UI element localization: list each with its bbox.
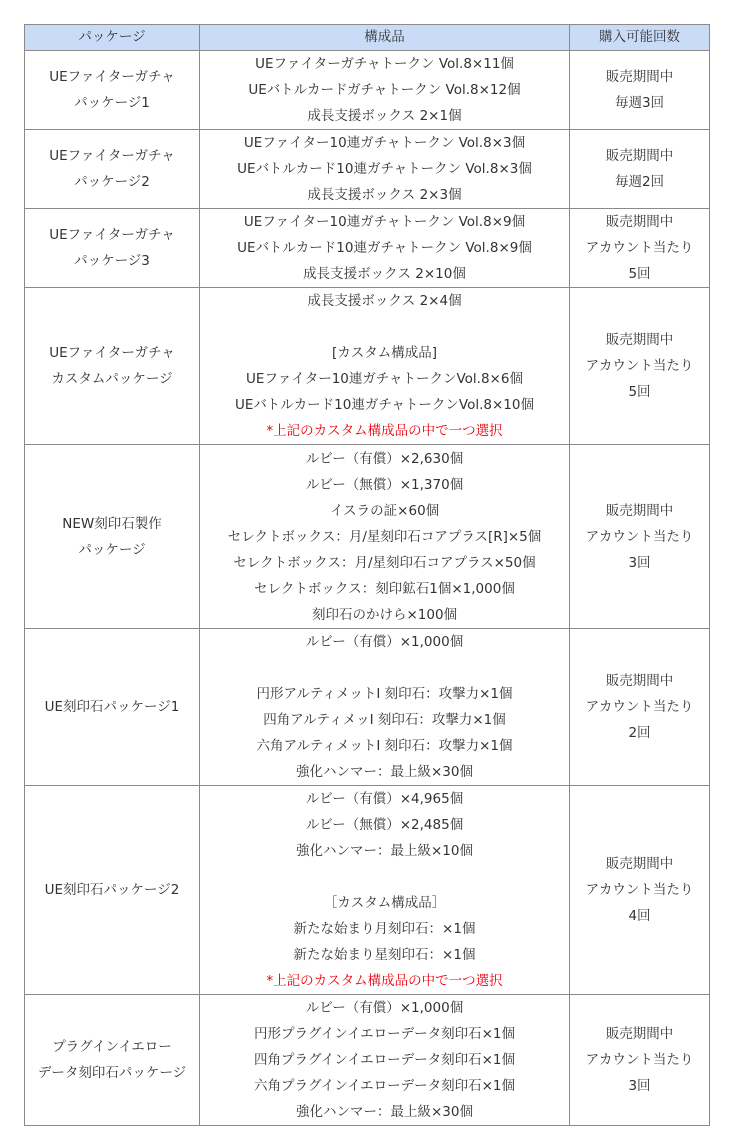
blank-line — [202, 655, 567, 681]
custom-contents-label: [カスタム構成品] — [331, 345, 438, 361]
limit-line: 販売期間中 — [605, 69, 674, 85]
header-package: パッケージ — [25, 25, 200, 51]
content-item: ルビー（無償）×2,485個 — [305, 817, 464, 833]
package-table — [24, 24, 710, 1126]
package-name-cell — [25, 51, 200, 130]
custom-select-note: *上記のカスタム構成品の中で一つ選択 — [266, 973, 503, 989]
package-name-line: UEファイターガチャ — [49, 148, 175, 164]
limit-line: 2回 — [628, 725, 651, 741]
limit-line: アカウント当たり — [585, 882, 694, 898]
content-item: ルビー（有償）×1,000個 — [305, 1000, 464, 1016]
content-item: 円形プラグインイエローデータ刻印石×1個 — [253, 1026, 515, 1042]
limit-line: 毎週2回 — [614, 174, 665, 190]
custom-select-note: *上記のカスタム構成品の中で一つ選択 — [266, 423, 503, 439]
package-name-line: パッケージ2 — [74, 174, 150, 190]
package-name-line: パッケージ — [78, 541, 146, 558]
limit-line: 3回 — [628, 1078, 651, 1094]
purchase-limit-cell — [570, 786, 710, 995]
limit-line: 5回 — [628, 266, 651, 282]
package-name-line: カスタムパッケージ — [51, 371, 173, 387]
contents-cell — [200, 629, 570, 786]
limit-line: 5回 — [628, 384, 651, 400]
purchase-limit-cell — [570, 130, 710, 209]
content-item: 四角アルティメッI 刻印石：攻撃力×1個 — [263, 712, 506, 728]
package-name-line: UEファイターガチャ — [49, 227, 175, 243]
limit-line: 販売期間中 — [605, 332, 674, 348]
limit-line: 販売期間中 — [605, 214, 674, 230]
content-item: 成長支援ボックス 2×3個 — [307, 187, 462, 203]
content-item: セレクトボックス：月/星刻印石コアプラス×50個 — [233, 554, 536, 571]
package-name-cell — [25, 209, 200, 288]
purchase-limit-cell — [570, 629, 710, 786]
content-item: ルビー（無償）×1,370個 — [305, 476, 464, 493]
content-item: セレクトボックス：刻印鉱石1個×1,000個 — [254, 580, 515, 597]
purchase-limit-cell — [570, 445, 710, 629]
limit-line: アカウント当たり — [585, 528, 694, 545]
package-name-line: データ刻印石パッケージ — [37, 1065, 187, 1081]
content-item: ルビー（有償）×1,000個 — [305, 634, 464, 650]
content-item: UEバトルカード10連ガチャトークンVol.8×10個 — [235, 397, 534, 413]
contents-cell — [200, 51, 570, 130]
limit-line: アカウント当たり — [585, 1052, 694, 1068]
header-contents: 構成品 — [200, 25, 570, 51]
content-item: 六角プラグインイエローデータ刻印石×1個 — [253, 1078, 515, 1094]
table-row — [25, 629, 710, 786]
package-name-line: パッケージ3 — [74, 253, 150, 269]
limit-line: 販売期間中 — [605, 856, 674, 872]
content-item: UEファイター10連ガチャトークンVol.8×6個 — [246, 371, 523, 387]
purchase-limit-cell — [570, 209, 710, 288]
table-row — [25, 786, 710, 995]
contents-cell — [200, 209, 570, 288]
limit-line: 販売期間中 — [605, 1026, 674, 1042]
header-purchase-limit: 購入可能回数 — [570, 25, 710, 51]
contents-cell — [200, 995, 570, 1126]
content-item: 成長支援ボックス 2×4個 — [307, 293, 462, 309]
content-item: 四角プラグインイエローデータ刻印石×1個 — [253, 1052, 515, 1068]
table-row — [25, 209, 710, 288]
content-item: ルビー（有償）×4,965個 — [305, 791, 464, 807]
package-name-cell — [25, 786, 200, 995]
content-item: UEファイター10連ガチャトークン Vol.8×3個 — [243, 135, 526, 151]
contents-cell — [200, 786, 570, 995]
blank-line — [202, 314, 567, 340]
package-name-line: パッケージ1 — [74, 95, 150, 111]
package-name-line: プラグインイエロー — [52, 1039, 172, 1055]
content-item: ルビー（有償）×2,630個 — [305, 450, 464, 467]
table-row — [25, 51, 710, 130]
package-name-cell — [25, 629, 200, 786]
package-name-line: UEファイターガチャ — [49, 345, 175, 361]
limit-line: 販売期間中 — [605, 148, 674, 164]
purchase-limit-cell — [570, 995, 710, 1126]
limit-line: アカウント当たり — [585, 699, 694, 715]
contents-cell — [200, 130, 570, 209]
content-item: 成長支援ボックス 2×1個 — [307, 108, 462, 124]
content-item: UEバトルカード10連ガチャトークン Vol.8×3個 — [237, 161, 532, 177]
package-name-line: NEW刻印石製作 — [62, 515, 162, 532]
limit-line: 4回 — [628, 908, 651, 924]
content-item: 円形アルティメットI 刻印石：攻撃力×1個 — [256, 686, 513, 702]
package-name-line: UE刻印石パッケージ2 — [44, 882, 180, 898]
limit-line: 3回 — [628, 554, 651, 571]
content-item: 六角アルティメットI 刻印石：攻撃力×1個 — [256, 738, 513, 754]
purchase-limit-cell — [570, 51, 710, 130]
package-name-line: UEファイターガチャ — [49, 69, 175, 85]
content-item: 成長支援ボックス 2×10個 — [303, 266, 466, 282]
custom-contents-label: ［カスタム構成品］ — [323, 895, 446, 911]
content-item: 強化ハンマー：最上級×30個 — [296, 1104, 473, 1120]
limit-line: アカウント当たり — [585, 240, 694, 256]
limit-line: 販売期間中 — [605, 502, 674, 519]
content-item: UEバトルカード10連ガチャトークン Vol.8×9個 — [237, 240, 532, 256]
content-item: 新たな始まり月刻印石：×1個 — [293, 921, 476, 937]
table-row — [25, 445, 710, 629]
content-item: 強化ハンマー：最上級×10個 — [296, 843, 473, 859]
contents-cell — [200, 288, 570, 445]
limit-line: アカウント当たり — [585, 358, 694, 374]
content-item: イスラの証×60個 — [329, 502, 440, 519]
blank-line — [202, 864, 567, 890]
package-name-cell — [25, 995, 200, 1126]
package-name-cell — [25, 445, 200, 629]
content-item: UEファイター10連ガチャトークン Vol.8×9個 — [243, 214, 526, 230]
table-row — [25, 995, 710, 1126]
table-header-row — [25, 25, 710, 51]
limit-line: 毎週3回 — [614, 95, 665, 111]
content-item: セレクトボックス：月/星刻印石コアプラス[R]×5個 — [227, 528, 542, 545]
package-name-cell — [25, 130, 200, 209]
table-row — [25, 288, 710, 445]
table-row — [25, 130, 710, 209]
content-item: UEバトルカードガチャトークン Vol.8×12個 — [248, 82, 521, 98]
purchase-limit-cell — [570, 288, 710, 445]
package-name-cell — [25, 288, 200, 445]
contents-cell — [200, 445, 570, 629]
limit-line: 販売期間中 — [605, 673, 674, 689]
content-item: 刻印石のかけら×100個 — [311, 606, 458, 623]
content-item: UEファイターガチャトークン Vol.8×11個 — [255, 56, 514, 72]
package-name-line: UE刻印石パッケージ1 — [44, 699, 180, 715]
content-item: 新たな始まり星刻印石：×1個 — [293, 947, 476, 963]
content-item: 強化ハンマー：最上級×30個 — [296, 764, 473, 780]
